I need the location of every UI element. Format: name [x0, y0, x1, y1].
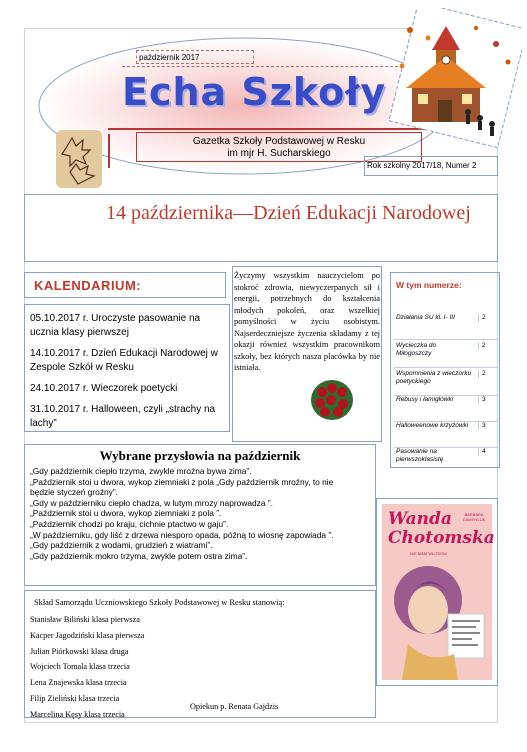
toc-item-label: Rebusy i łamigłówki [396, 396, 454, 403]
council-guardian: Opiekun p. Renata Gajdzis [190, 702, 279, 711]
toc-item-label: Wycieczka do Miłogoszczy [396, 342, 437, 357]
calendar-event: 14.10.2017 r. Dzień Edukacji Narodowej w Zespole Szkół w Resku [30, 348, 218, 373]
toc-row[interactable] [394, 368, 498, 396]
school-building-icon [376, 8, 522, 156]
council-member: Filip Zieliński klasa trzecia [30, 693, 120, 703]
proverb-line: „W październiku, gdy liść z drzewa niesporo opada, późną to wiosnę zapowiada ”. [30, 529, 334, 540]
council-title: Skład Samorządu Uczniowskiego Szkoły Podstawowej w Resku stanowią: [34, 598, 285, 607]
toc-row[interactable] [394, 340, 498, 368]
toc-row[interactable] [394, 312, 498, 340]
calendar-event: 24.10.2017 r. Wieczorek poetycki [30, 383, 178, 394]
calendar-events [30, 312, 226, 438]
toc-title: W tym numerze: [396, 280, 462, 290]
proverb-line: „Październik chodzi po kraju, cichnie ptactwo w gaju”. [30, 518, 229, 529]
headline [34, 200, 494, 226]
council-member: Julian Piórkowski klasa druga [30, 646, 129, 656]
toc-item-page: 3 [478, 422, 498, 430]
proverb-line: „Październik stoi u dwora, wykop ziemniaki z pola ”. [30, 508, 222, 519]
proverb-line: będzie styczeń groźny”. [30, 487, 118, 498]
headline-text: 14 października—Dzień Edukacji Narodowej [106, 202, 471, 224]
proverb-line: „Październik stoi u dwora, wykop ziemniaki z pola „Gdy październik mroźny, to nie [30, 476, 334, 487]
autumn-leaves-icon [56, 130, 102, 188]
newspaper-title: Echa Szkoły [122, 70, 387, 114]
toc-item-label: Halloweenowe krzyżówki [396, 422, 469, 429]
book-author: BARBARA GAWRYLUK [462, 512, 486, 522]
toc-row[interactable] [394, 420, 498, 448]
proverb-line: „Gdy październik mokro trzyma, zwykle potem ostra zima”. [30, 550, 248, 561]
school-name-line1: Gazetka Szkoły Podstawowej w Resku [192, 136, 366, 147]
toc-item-label: Działania SU kl. I- III [396, 314, 455, 321]
toc-row[interactable] [394, 446, 498, 474]
proverb-line: „Gdy w październiku ciepło chadza, w lutym mrozy naprowadza ”. [30, 497, 273, 508]
book-subtitle: NIE MAM WŁOSÓW [410, 551, 447, 556]
book-title: Wanda Chotomska [388, 509, 495, 548]
wishes-body: Życzymy wszystkim nauczycielom po stokroć zdrowia, niewyczerpanych sił i energii, potrzebnych do kształcenia młodych pokoleń, oraz wszelkiej pomyślności w życiu osobistym. Najserdeczniejsze życzenia składamy z tej okazji również wszystkim pracownikom szkoły, bez których nasza placówka by nie istniała. [234, 271, 380, 372]
proverb-line: „Gdy październik ciepło trzyma, zwykle mroźna bywa zima”. [30, 466, 252, 476]
toc-item-page: 2 [478, 314, 498, 322]
calendar-title: KALENDARIUM: [34, 278, 142, 293]
calendar-event: 31.10.2017 r. Halloween, czyli „strachy na lachy” [30, 404, 216, 429]
toc-row[interactable] [394, 394, 498, 422]
council-member: Wojciech Tomala klasa trzecia [30, 662, 130, 672]
toc-item-label: Wspomnienia z wieczorku poetyckiego [396, 370, 472, 385]
calendar-event: 05.10.2017 r. Uroczyste pasowanie na ucznia klasy pierwszej [30, 313, 201, 338]
issue-date: październik 2017 [136, 50, 254, 64]
toc-item-label: Pasowanie na pierwszoklasistę [396, 448, 444, 463]
proverb-line: „Gdy październik z wodami, grudzień z wiatrami”. [30, 540, 213, 551]
council-member: Stanisław Biliński klasa pierwsza [30, 615, 140, 624]
toc-item-page: 2 [478, 370, 498, 378]
rose-bouquet-icon [310, 378, 354, 424]
proverbs-title: Wybrane przysłowia na październik [99, 448, 301, 463]
toc-item-page: 2 [478, 342, 498, 350]
wishes-text [234, 270, 380, 374]
proverbs-list [30, 466, 372, 561]
council-member: Kacper Jagodziński klasa pierwsza [30, 630, 145, 640]
toc-item-page: 3 [478, 396, 498, 404]
title-side-rule [108, 134, 110, 168]
toc-item-page: 4 [478, 448, 498, 456]
school-name-line2: im mjr H. Sucharskiego [227, 148, 331, 159]
school-year: Rok szkolny 2017/18, Numer 2 [364, 156, 498, 176]
council-member: Lena Znajewska klasa trzecia [30, 678, 127, 688]
council-member: Marcelina Kęsy klasa trzecia [30, 709, 125, 719]
